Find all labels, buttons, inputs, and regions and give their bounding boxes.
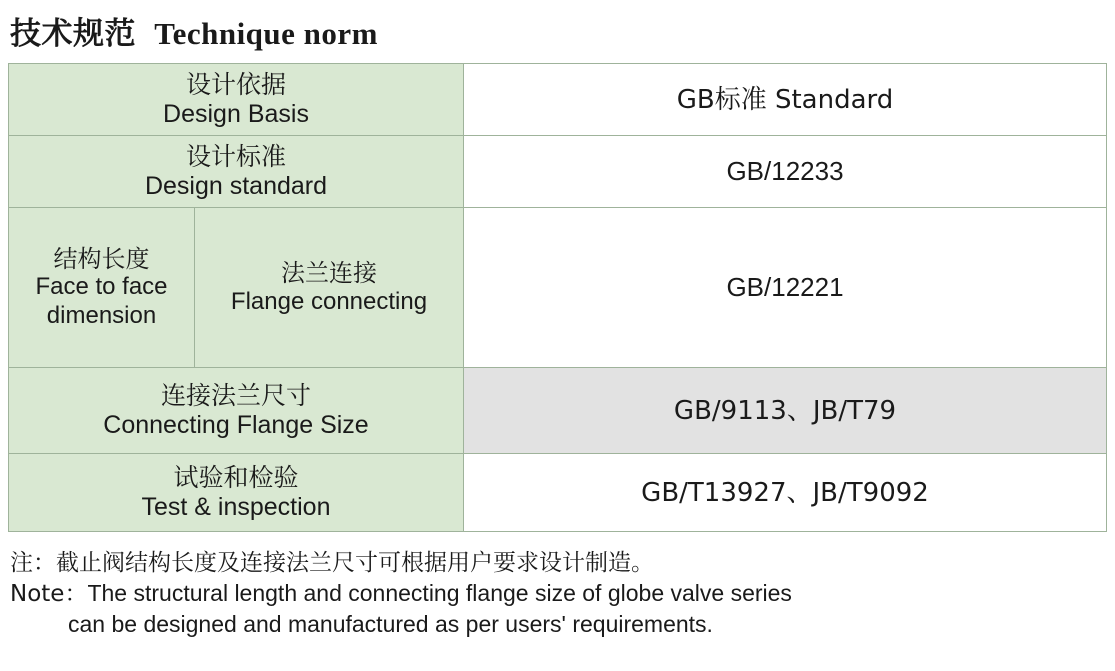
row-label-design-standard <box>9 136 464 208</box>
note-english-line1 <box>10 579 1107 610</box>
table-row <box>9 454 1107 532</box>
row-label-test-inspection <box>9 454 464 532</box>
page-title-en: Technique norm <box>154 16 378 51</box>
value-text: GB/12233 <box>726 156 844 187</box>
row-value-connecting-flange-size <box>464 368 1107 454</box>
note-english-line2: can be designed and manufactured as per users' requirements. <box>68 610 713 637</box>
table-row <box>9 136 1107 208</box>
label-en: Design Basis <box>163 99 309 128</box>
row-value-test-inspection <box>464 454 1107 532</box>
label-cn: 试验和检验 <box>173 463 299 492</box>
page-title <box>8 0 1107 63</box>
row-label-connecting-flange-size <box>9 368 464 454</box>
label-en: Connecting Flange Size <box>103 410 369 439</box>
row-value-design-standard <box>464 136 1107 208</box>
label-cn: 连接法兰尺寸 <box>160 381 311 410</box>
row-value-face-to-face <box>464 208 1107 368</box>
row-label-face-to-face <box>9 208 195 368</box>
value-text: GB/9113、JB/T79 <box>673 395 897 426</box>
label-cn: 结构长度 <box>53 245 150 274</box>
table-row <box>9 208 1107 368</box>
label-cn: 设计依据 <box>185 70 286 99</box>
row-label-design-basis <box>9 64 464 136</box>
row-value-design-basis <box>464 64 1107 136</box>
note-chinese: 注：截止阀结构长度及连接法兰尺寸可根据用户要求设计制造。 <box>10 550 654 576</box>
label-en: Design standard <box>144 171 328 200</box>
label-en: Flange connecting <box>230 287 428 315</box>
note-english-label: Note： <box>10 581 88 608</box>
note-english-text1: The structural length and connecting flange size of globe valve series <box>87 580 792 607</box>
label-cn: 法兰连接 <box>281 259 377 288</box>
label-en: Test & inspection <box>141 492 331 521</box>
label-cn: 设计标准 <box>185 142 286 171</box>
page-title-cn: 技术规范 <box>10 16 136 52</box>
notes-block <box>8 548 1107 640</box>
value-text: GB/12221 <box>726 272 844 303</box>
label-en: Face to face dimension <box>35 273 168 329</box>
value-text: GB/T13927、JB/T9092 <box>641 477 929 508</box>
technique-norm-table <box>8 63 1107 532</box>
table-row <box>9 64 1107 136</box>
row-label-flange-connecting <box>195 208 464 368</box>
value-text: GB标准 Standard <box>676 84 894 115</box>
table-row <box>9 368 1107 454</box>
